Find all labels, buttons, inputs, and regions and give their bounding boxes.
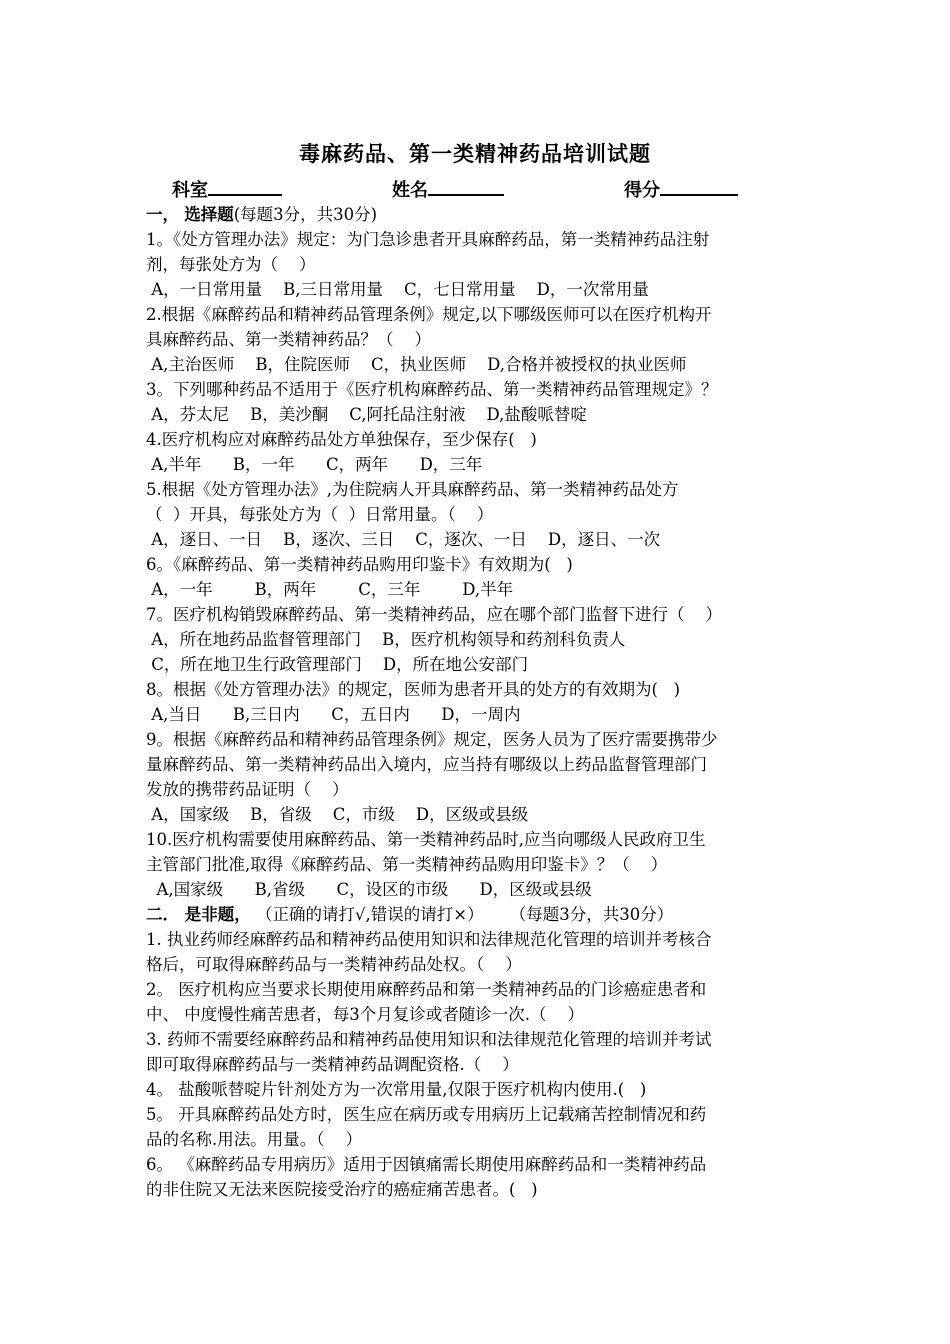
question-line: 剂，每张处方为（ ） bbox=[146, 255, 316, 274]
question-line: A,当日 B,三日内 C，五日内 D，一周内 bbox=[146, 705, 521, 724]
true-false-questions bbox=[146, 927, 810, 1202]
question-line: 8。根据《处方管理办法》的规定，医师为患者开具的处方的有效期为( ) bbox=[146, 680, 681, 699]
question-line: 7。医疗机构销毁麻醉药品、第一类精神药品，应在哪个部门监督下进行（ ） bbox=[146, 605, 722, 624]
statement-line: 1. 执业药师经麻醉药品和精神药品使用知识和法律规范化管理的培训并考核合 bbox=[146, 930, 712, 949]
question-line: A，芬太尼 B，美沙酮 C,阿托品注射液 D,盐酸哌替啶 bbox=[146, 405, 587, 424]
section1-heading: 一， 选择题(每题3分，共30分) bbox=[146, 205, 378, 224]
score-field bbox=[624, 176, 738, 202]
statement-line: 品的名称.用法。用量。（ ） bbox=[146, 1130, 362, 1149]
question-line: A，一年 B，两年 C，三年 D,半年 bbox=[146, 580, 514, 599]
question-line: 2.根据《麻醉药品和精神药品管理条例》规定,以下哪级医师可以在医疗机构开 bbox=[146, 305, 712, 324]
question-line: C，所在地卫生行政管理部门 D，所在地公安部门 bbox=[146, 655, 529, 674]
score-blank[interactable] bbox=[660, 176, 738, 196]
dept-field bbox=[172, 176, 282, 202]
statement-line: 5。 开具麻醉药品处方时，医生应在病历或专用病历上记载痛苦控制情况和药 bbox=[146, 1105, 707, 1124]
question-line: （ ）开具，每张处方为（ ）日常用量。（ ） bbox=[146, 505, 494, 524]
statement-line: 的非住院又无法来医院接受治疗的癌症痛苦患者。( ) bbox=[146, 1180, 538, 1199]
statement-line: 4。 盐酸哌替啶片针剂处方为一次常用量,仅限于医疗机构内使用.( ) bbox=[146, 1080, 647, 1099]
dept-label: 科室 bbox=[172, 180, 208, 201]
question-line: 10.医疗机构需要使用麻醉药品、第一类精神药品时,应当向哪级人民政府卫生 bbox=[146, 830, 706, 849]
name-blank[interactable] bbox=[428, 176, 504, 196]
statement-line: 即可取得麻醉药品与一类精神药品调配资格.（ ） bbox=[146, 1055, 519, 1074]
section2-heading: 二． 是非题， （正确的请打√,错误的请打×） （每题3分，共30分） bbox=[146, 905, 674, 924]
name-field bbox=[392, 176, 504, 202]
question-line: 4.医疗机构应对麻醉药品处方单独保存，至少保存( ) bbox=[146, 430, 537, 449]
statement-line: 格后，可取得麻醉药品与一类精神药品处权。（ ） bbox=[146, 955, 522, 974]
exam-body bbox=[146, 202, 810, 1202]
question-line: 具麻醉药品、第一类精神药品？（ ） bbox=[146, 330, 431, 349]
choice-questions bbox=[146, 227, 810, 902]
question-line: 6。《麻醉药品、第一类精神药品购用印鉴卡》有效期为( ) bbox=[146, 555, 573, 574]
dept-blank[interactable] bbox=[208, 176, 282, 196]
exam-header bbox=[0, 176, 950, 204]
question-line: 9。根据《麻醉药品和精神药品管理条例》规定，医务人员为了医疗需要携带少 bbox=[146, 730, 718, 749]
question-line: A,主治医师 B，住院医师 C，执业医师 D,合格并被授权的执业医师 bbox=[146, 355, 687, 374]
question-line: A,半年 B，一年 C，两年 D，三年 bbox=[146, 455, 483, 474]
question-line: 量麻醉药品、第一类精神药品出入境内，应当持有哪级以上药品监督管理部门 bbox=[146, 755, 707, 774]
name-label: 姓名 bbox=[392, 180, 428, 201]
question-line: A,国家级 B,省级 C，设区的市级 D，区级或县级 bbox=[146, 880, 592, 899]
statement-line: 中、 中度慢性痛苦患者，每3个月复诊或者随诊一次.（ ） bbox=[146, 1005, 584, 1024]
score-label: 得分 bbox=[624, 180, 660, 201]
question-line: 1。《处方管理办法》规定：为门急诊患者开具麻醉药品，第一类精神药品注射 bbox=[146, 230, 710, 249]
question-line: A，逐日、一日 B，逐次、三日 C，逐次、一日 D，逐日、一次 bbox=[146, 530, 661, 549]
question-line: 主管部门批准,取得《麻醉药品、第一类精神药品购用印鉴卡》？（ ） bbox=[146, 855, 668, 874]
question-line: A，所在地药品监督管理部门 B，医疗机构领导和药剂科负责人 bbox=[146, 630, 626, 649]
question-line: 5.根据《处方管理办法》,为住院病人开具麻醉药品、第一类精神药品处方 bbox=[146, 480, 679, 499]
statement-line: 2。 医疗机构应当要求长期使用麻醉药品和第一类精神药品的门诊癌症患者和 bbox=[146, 980, 707, 999]
statement-line: 3. 药师不需要经麻醉药品和精神药品使用知识和法律规范化管理的培训并考试 bbox=[146, 1030, 712, 1049]
question-line: 3。下列哪种药品不适用于《医疗机构麻醉药品、第一类精神药品管理规定》？ bbox=[146, 380, 718, 399]
question-line: A，一日常用量 B,三日常用量 C，七日常用量 D，一次常用量 bbox=[146, 280, 649, 299]
question-line: A，国家级 B，省级 C，市级 D，区级或县级 bbox=[146, 805, 529, 824]
statement-line: 6。 《麻醉药品专用病历》适用于因镇痛需长期使用麻醉药品和一类精神药品 bbox=[146, 1155, 707, 1174]
question-line: 发放的携带药品证明（ ） bbox=[146, 780, 349, 799]
page-title: 毒麻药品、第一类精神药品培训试题 bbox=[299, 141, 651, 166]
